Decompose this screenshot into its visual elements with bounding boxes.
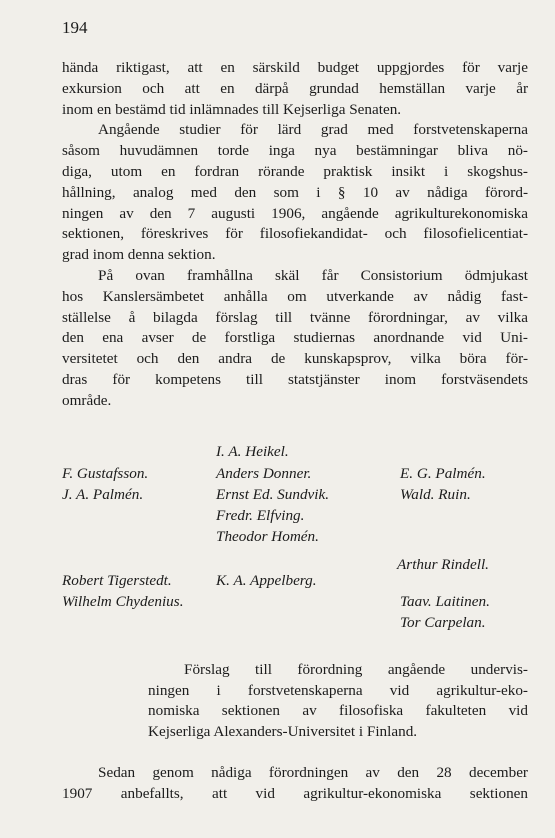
text-line: grad inom denna sektion. xyxy=(62,246,216,264)
text-line: exkursion och att en därpå grundad hemställan varje år xyxy=(62,79,528,97)
text-line: ningen av den 7 augusti 1906, angående agrikulturekonomiska xyxy=(62,204,528,222)
signature-laitinen: Taav. Laitinen. xyxy=(400,593,490,610)
signature-appelberg: K. A. Appelberg. xyxy=(216,572,317,589)
signature-tigerstedt: Robert Tigerstedt. xyxy=(62,572,172,589)
text-line: diga, utom en fordran rörande praktisk insikt i skogshus- xyxy=(62,162,528,180)
heading-line: ningen i forstvetenskaperna vid agrikultur-eko- xyxy=(148,681,528,699)
heading-line: Kejserliga Alexanders-Universitet i Finland. xyxy=(148,722,418,740)
page-number: 194 xyxy=(62,18,88,37)
text-line: sektionen, föreskrives för filosofiekandidat- och filosofielicentiat- xyxy=(62,225,528,243)
text-line: Sedan genom nådiga förordningen av den 28 december xyxy=(98,764,528,781)
signature-palmen-eg: E. G. Palmén. xyxy=(400,465,486,482)
signature-donner: Anders Donner. xyxy=(216,465,312,482)
text-line: 1907 anbefallts, att vid agrikultur-ekonomiska sektionen xyxy=(62,784,528,802)
signature-chydenius: Wilhelm Chydenius. xyxy=(62,593,184,610)
signature-ruin: Wald. Ruin. xyxy=(400,486,471,503)
text-line: hos Kanslersämbetet anhålla om utverkande av nådig fast- xyxy=(62,287,528,305)
text-line: dras för kompetens till statstjänster inom forstväsendets xyxy=(62,370,528,388)
text-line: Angående studier för lärd grad med forstvetenskaperna xyxy=(98,121,528,139)
signature-homen: Theodor Homén. xyxy=(216,528,319,545)
paragraph-budget xyxy=(62,58,528,412)
text-line: hållning, analog med den som i § 10 av nådiga förord- xyxy=(62,183,528,201)
signature-sundvik: Ernst Ed. Sundvik. xyxy=(216,486,330,503)
signature-gustafsson: F. Gustafsson. xyxy=(62,465,149,482)
signature-elfving: Fredr. Elfving. xyxy=(216,507,305,524)
signature-heikel: I. A. Heikel. xyxy=(216,443,289,460)
heading-line: Förslag till förordning angående undervis- xyxy=(184,661,528,678)
text-line: inom en bestämd tid inlämnades till Kejserliga Senaten. xyxy=(62,100,402,118)
signature-palmen-ja: J. A. Palmén. xyxy=(62,486,144,503)
signature-carpelan: Tor Carpelan. xyxy=(400,614,486,631)
text-line: På ovan framhållna skäl får Consistorium ödmjukast xyxy=(98,266,528,284)
text-line: versitetet och den andra de kunskapsprov, vilka böra för- xyxy=(62,350,528,368)
text-line: hända riktigast, att en särskild budget uppgjordes för varje xyxy=(62,59,528,76)
paragraph-closing xyxy=(62,763,528,804)
heading-line: nomiska sektionen av filosofiska fakulteten vid xyxy=(148,702,528,720)
text-line: ställelse å bilagda förslag till tvänne förordningar, av vilka xyxy=(62,308,528,326)
proposal-heading xyxy=(148,660,528,742)
text-line: såsom huvudämnen torde inga nya bestämningar bliva nö- xyxy=(62,142,528,160)
text-line: område. xyxy=(62,391,112,409)
text-line: den ena avser de forstliga studiernas anordnande vid Uni- xyxy=(62,329,528,347)
signature-rindell: Arthur Rindell. xyxy=(397,556,489,573)
